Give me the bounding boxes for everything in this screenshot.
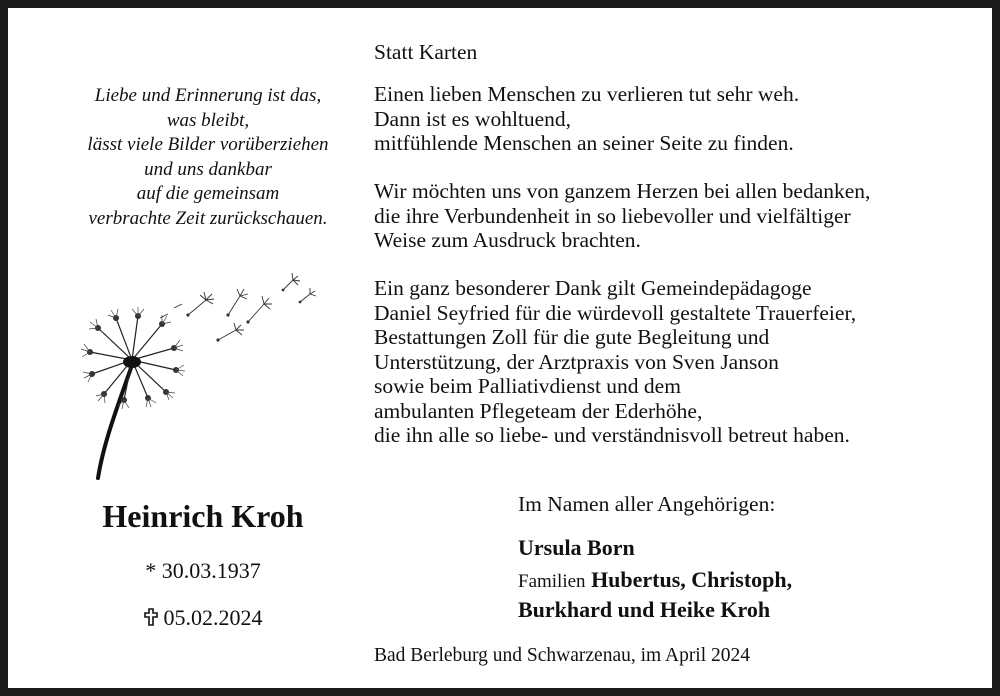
poem-line: lässt viele Bilder vorüberziehen [87, 134, 329, 156]
place-date: Bad Berleburg und Schwarzenau, im April 2024 [374, 645, 751, 666]
text-line: Bestattungen Zoll für die gute Begleitung und [374, 325, 770, 349]
text-line: die ihre Verbundenheit in so liebevoller und vielfältiger [374, 203, 851, 228]
message-paragraph-3 [374, 276, 856, 448]
text-line: Weise zum Ausdruck brachten. [374, 228, 641, 252]
deceased-name: Heinrich Kroh [102, 498, 304, 534]
families-prefix: Familien [518, 571, 586, 592]
signature-families [518, 567, 792, 593]
poem-line: verbrachte Zeit zurückschauen. [88, 207, 328, 229]
poem-line: auf die gemeinsam [136, 183, 280, 205]
text-line: Einen lieben Menschen zu verlieren tut sehr weh. [374, 82, 800, 106]
memorial-poem [58, 84, 358, 232]
text-line: Unterstützung, der Arztpraxis von Sven Janson [374, 349, 779, 374]
message-paragraph-2 [374, 179, 870, 253]
poem-line: Liebe und Erinnerung ist das, [94, 85, 322, 106]
message-paragraph-1 [374, 82, 799, 156]
text-line: Ein ganz besonderer Dank gilt Gemeindepädagoge [374, 276, 812, 300]
poem-line: was bleibt, [166, 109, 250, 131]
death-line [48, 605, 358, 631]
dandelion-illustration [78, 270, 328, 485]
text-line: Dann ist es wohltuend, [374, 106, 572, 131]
text-line: Wir möchten uns von ganzem Herzen bei allen bedanken, [374, 179, 871, 203]
signature-name: Ursula Born [518, 535, 635, 560]
message-heading: Statt Karten [374, 40, 478, 64]
death-date: 05.02.2024 [163, 605, 263, 630]
text-line: Daniel Seyfried für die würdevoll gestaltete Trauerfeier, [374, 300, 857, 325]
text-line: sowie beim Palliativdienst und dem [374, 374, 681, 398]
text-line: ambulanten Pflegeteam der Ederhöhe, [374, 398, 703, 423]
birth-date: * 30.03.1937 [145, 558, 261, 583]
text-line: die ihn alle so liebe- und verständnisvoll betreut haben. [374, 423, 850, 447]
poem-line: und uns dankbar [144, 158, 272, 180]
cross-icon [144, 608, 158, 626]
signature-intro: Im Namen aller Angehörigen: [518, 492, 776, 516]
families-names: Hubertus, Christoph, [591, 567, 793, 592]
signature-families-continued: Burkhard und Heike Kroh [518, 597, 771, 622]
text-line: mitfühlende Menschen an seiner Seite zu finden. [374, 131, 794, 155]
